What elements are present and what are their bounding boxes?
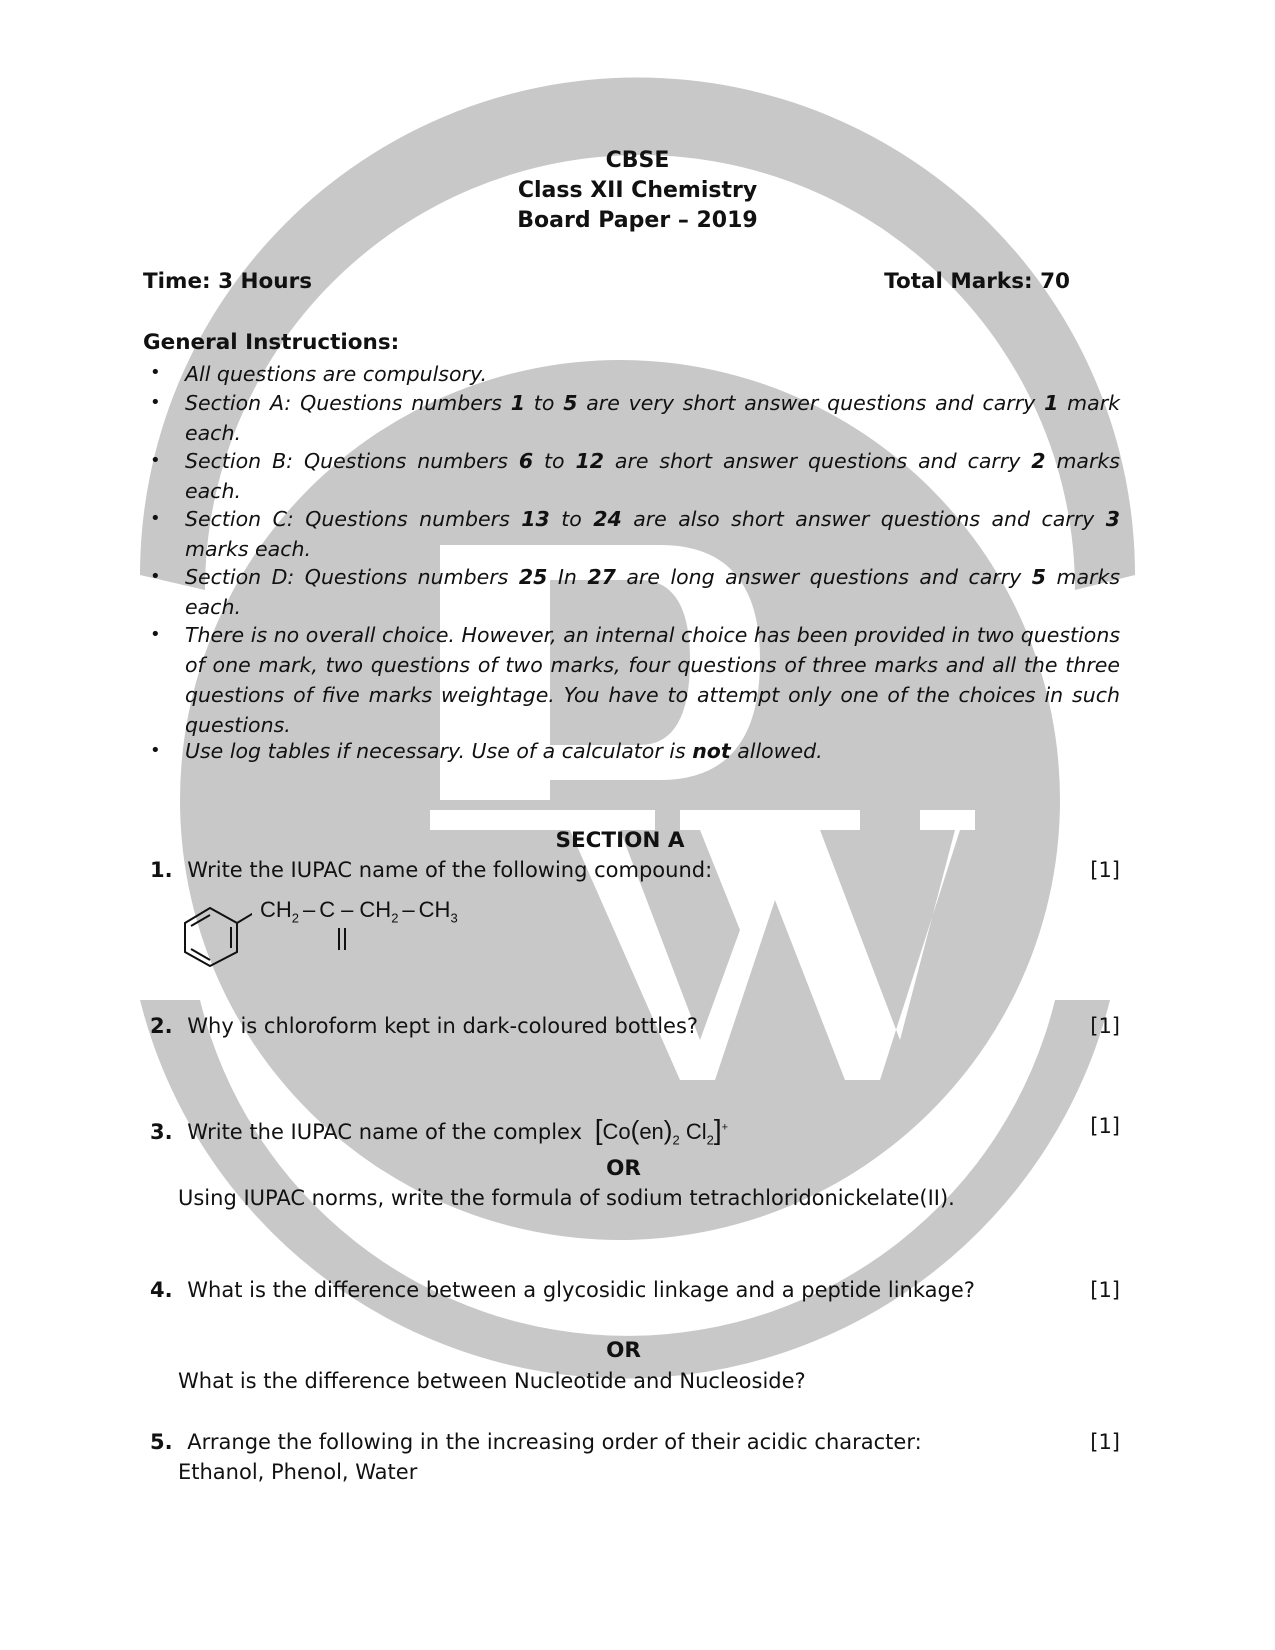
instruction-item: Section D: Questions numbers 25 In 27 are long answer questions and carry 5 marks each.: [185, 565, 1121, 619]
question-number: 5.: [150, 1430, 173, 1454]
question-number: 2.: [150, 1014, 173, 1038]
instruction-item: All questions are compulsory.: [185, 362, 488, 386]
question-text: Why is chloroform kept in dark-coloured bottles?: [187, 1014, 699, 1038]
bullet-icon: •: [150, 566, 161, 587]
question-number: 1.: [150, 858, 173, 882]
total-marks-label: Total Marks: 70: [884, 269, 1070, 294]
question-3-alternative: Using IUPAC norms, write the formula of sodium tetrachloridonickelate(II).: [178, 1186, 955, 1210]
double-bond-icon: [336, 926, 348, 952]
complex-formula: [$Co(en)_2$ $Cl_2]^+$: [594, 1114, 729, 1148]
question-5-marks: [1]: [1090, 1430, 1120, 1454]
question-1: [150, 858, 1120, 882]
question-5: [150, 1430, 1120, 1454]
question-text: Arrange the following in the increasing order of their acidic character:: [187, 1430, 922, 1454]
instruction-item: Section A: Questions numbers 1 to 5 are very short answer questions and carry 1 mark each.: [185, 391, 1120, 445]
instruction-item: Use log tables if necessary. Use of a calculator is not allowed.: [185, 739, 823, 763]
question-text: What is the difference between a glycosidic linkage and a peptide linkage?: [187, 1278, 975, 1302]
question-2: [150, 1014, 1120, 1038]
paper-year-title: Board Paper – 2019: [517, 208, 758, 233]
question-text: Write the IUPAC name of the following compound:: [187, 858, 713, 882]
time-label: Time: 3 Hours: [143, 269, 313, 294]
instructions-heading: General Instructions:: [143, 330, 400, 355]
instruction-item: Section C: Questions numbers 13 to 24 are also short answer questions and carry 3 marks each.: [185, 507, 1120, 561]
section-a-title: SECTION A: [555, 828, 685, 853]
bullet-icon: •: [150, 508, 161, 529]
benzene-ring-icon: [182, 905, 252, 967]
bullet-icon: •: [150, 740, 161, 761]
question-number: 4.: [150, 1278, 173, 1302]
question-4-alternative: What is the difference between Nucleotide and Nucleoside?: [178, 1369, 806, 1393]
question-2-marks: [1]: [1090, 1014, 1120, 1038]
bullet-icon: •: [150, 392, 161, 413]
instruction-item: Section B: Questions numbers 6 to 12 are short answer questions and carry 2 marks each.: [185, 449, 1120, 503]
bullet-icon: •: [150, 450, 161, 471]
or-separator: OR: [606, 1338, 641, 1363]
question-4-marks: [1]: [1090, 1278, 1120, 1302]
question-5-compounds: Ethanol, Phenol, Water: [178, 1460, 418, 1484]
compound-structure: $CH_2$ – C – $CH_2 - CH_3$: [260, 897, 458, 926]
bullet-icon: •: [150, 362, 161, 383]
class-subject-title: Class XII Chemistry: [517, 178, 758, 203]
instruction-item: There is no overall choice. However, an internal choice has been provided in two questions of one mark, two questions of two marks, four questions of three marks and all the three questions of five marks weightage. You have to attempt only one of the choices in such questions.: [185, 623, 1120, 737]
question-number: 3.: [150, 1120, 173, 1144]
bullet-icon: •: [150, 624, 161, 645]
board-title: CBSE: [605, 148, 670, 173]
question-3-marks: [1]: [1090, 1114, 1120, 1138]
question-3: [150, 1114, 1120, 1147]
question-text: Write the IUPAC name of the complex: [187, 1120, 583, 1144]
question-4: [150, 1278, 1120, 1302]
question-1-marks: [1]: [1090, 858, 1120, 882]
or-separator: OR: [606, 1156, 641, 1181]
